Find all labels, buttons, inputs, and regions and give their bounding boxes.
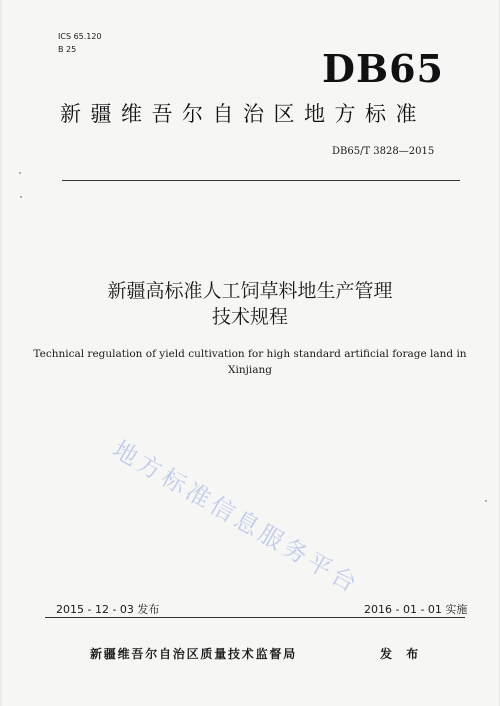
title-cn-line1: 新疆高标准人工饲草料地生产管理 — [107, 280, 393, 302]
scan-speck — [485, 500, 487, 502]
standard-number: DB65/T 3828—2015 — [332, 146, 435, 157]
title-cn-line2: 技术规程 — [211, 306, 288, 328]
issue-label: 发 布 — [380, 647, 424, 661]
footer-divider — [45, 617, 465, 618]
title-en-line2: Xinjiang — [228, 364, 272, 376]
scan-left-edge — [0, 0, 2, 706]
classification-codes — [58, 30, 102, 56]
implement-date: 2016 - 01 - 01 实施 — [364, 603, 468, 616]
title-english — [30, 346, 470, 378]
ccs-code: B 25 — [58, 45, 77, 54]
issuing-authority: 新疆维吾尔自治区质量技术监督局 — [90, 647, 298, 661]
standard-category-name: 新疆维吾尔自治区地方标准 — [60, 102, 426, 126]
title-chinese — [0, 278, 500, 330]
header-divider — [62, 180, 460, 181]
scan-speck — [20, 196, 22, 198]
title-en-line1: Technical regulation of yield cultivation for high standard artificial forage land in — [33, 348, 467, 360]
scan-speck — [19, 172, 21, 174]
db65-logo: DB65 — [322, 46, 444, 91]
watermark: 地方标准信息服务平台 — [108, 435, 365, 600]
publish-date: 2015 - 12 - 03 发布 — [56, 603, 160, 616]
ics-code: ICS 65.120 — [58, 32, 102, 41]
